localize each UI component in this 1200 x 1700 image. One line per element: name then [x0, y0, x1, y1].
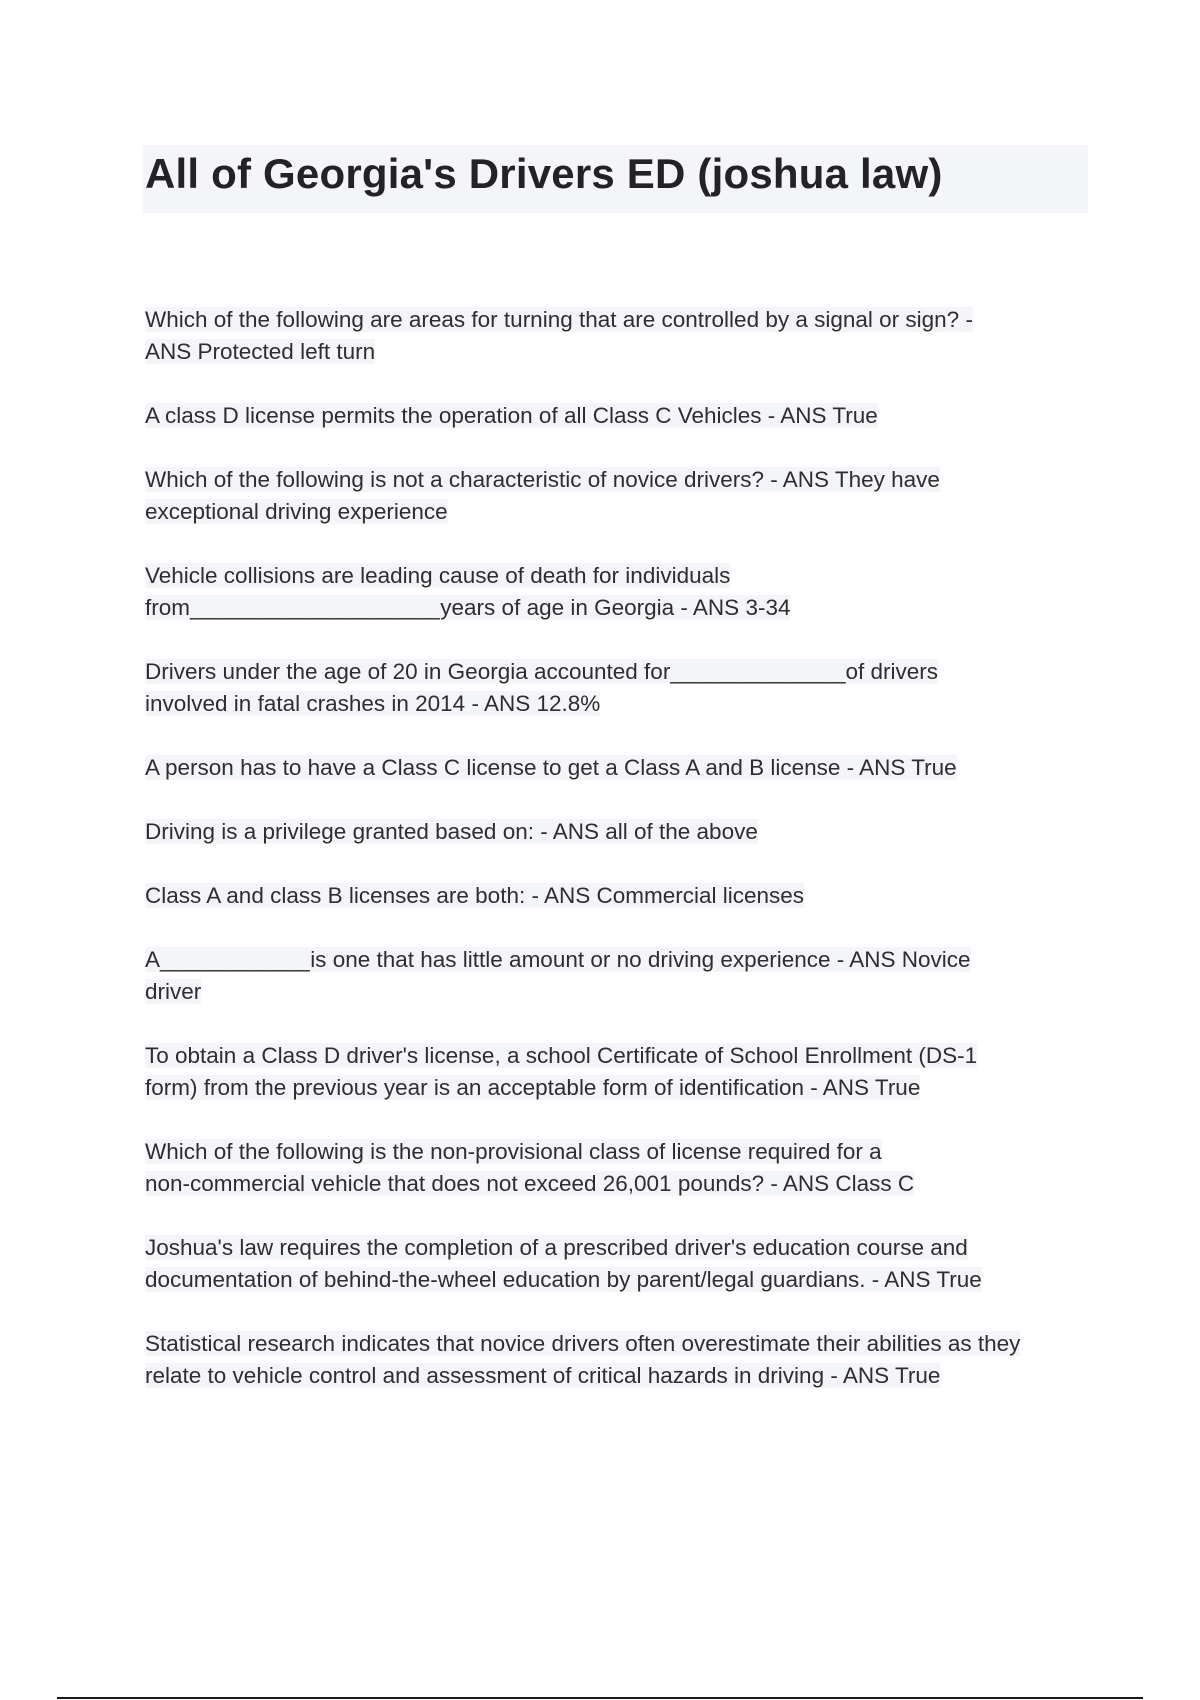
fill-in-blank: ____________ — [160, 947, 311, 972]
qa-text-fragment: years of age in Georgia - ANS 3-34 — [440, 595, 791, 620]
qa-item — [145, 464, 1095, 528]
qa-text-fragment: from — [145, 595, 190, 620]
qa-item — [145, 1232, 1095, 1296]
qa-text-line: documentation of behind-the-wheel education by parent/legal guardians. - ANS True — [145, 1267, 982, 1292]
fill-in-blank: ____________________ — [190, 595, 441, 620]
qa-item — [145, 944, 1095, 1008]
qa-text-line: non-commercial vehicle that does not exceed 26,001 pounds? - ANS Class C — [145, 1171, 915, 1196]
qa-item — [145, 560, 1095, 624]
qa-item — [145, 1136, 1095, 1200]
qa-text-line: driver — [145, 979, 202, 1004]
qa-text-line: exceptional driving experience — [145, 499, 448, 524]
qa-text-line: relate to vehicle control and assessment of critical hazards in driving - ANS True — [145, 1363, 941, 1388]
qa-item — [145, 752, 1095, 784]
qa-text-line: To obtain a Class D driver's license, a school Certificate of School Enrollment (DS-1 — [145, 1043, 978, 1068]
qa-text-line: involved in fatal crashes in 2014 - ANS 12.8% — [145, 691, 601, 716]
qa-text-line: Joshua's law requires the completion of a prescribed driver's education course and — [145, 1235, 968, 1260]
qa-list — [145, 304, 1095, 1424]
qa-text-fragment: A — [145, 947, 161, 972]
qa-text-fragment: of drivers — [845, 659, 939, 684]
qa-text-line: Driving is a privilege granted based on: - ANS all of the above — [145, 819, 758, 844]
qa-text-line: Which of the following is the non-provisional class of license required for a — [145, 1139, 882, 1164]
qa-item — [145, 304, 1095, 368]
qa-text-line: Which of the following is not a characteristic of novice drivers? - ANS They have — [145, 467, 940, 492]
footer-divider — [57, 1697, 1143, 1699]
qa-text-line: A class D license permits the operation of all Class C Vehicles - ANS True — [145, 403, 878, 428]
qa-text-line: form) from the previous year is an acceptable form of identification - ANS True — [145, 1075, 921, 1100]
document-title: All of Georgia's Drivers ED (joshua law) — [145, 150, 943, 197]
qa-text-fragment: Drivers under the age of 20 in Georgia accounted for — [145, 659, 671, 684]
qa-text-line: Statistical research indicates that novice drivers often overestimate their abilities as they — [145, 1331, 1021, 1356]
fill-in-blank: ______________ — [670, 659, 846, 684]
qa-text-line: Which of the following are areas for turning that are controlled by a signal or sign? - — [145, 307, 973, 332]
qa-item — [145, 1328, 1095, 1392]
qa-item — [145, 656, 1095, 720]
qa-item — [145, 816, 1095, 848]
qa-item — [145, 400, 1095, 432]
qa-text-line: ANS Protected left turn — [145, 339, 376, 364]
qa-text-line: A person has to have a Class C license to get a Class A and B license - ANS True — [145, 755, 957, 780]
qa-text-fragment: is one that has little amount or no driving experience - ANS Novice — [310, 947, 971, 972]
qa-item — [145, 1040, 1095, 1104]
qa-item — [145, 880, 1095, 912]
qa-text-line: Class A and class B licenses are both: - ANS Commercial licenses — [145, 883, 805, 908]
qa-text-line: Vehicle collisions are leading cause of death for individuals — [145, 563, 731, 588]
